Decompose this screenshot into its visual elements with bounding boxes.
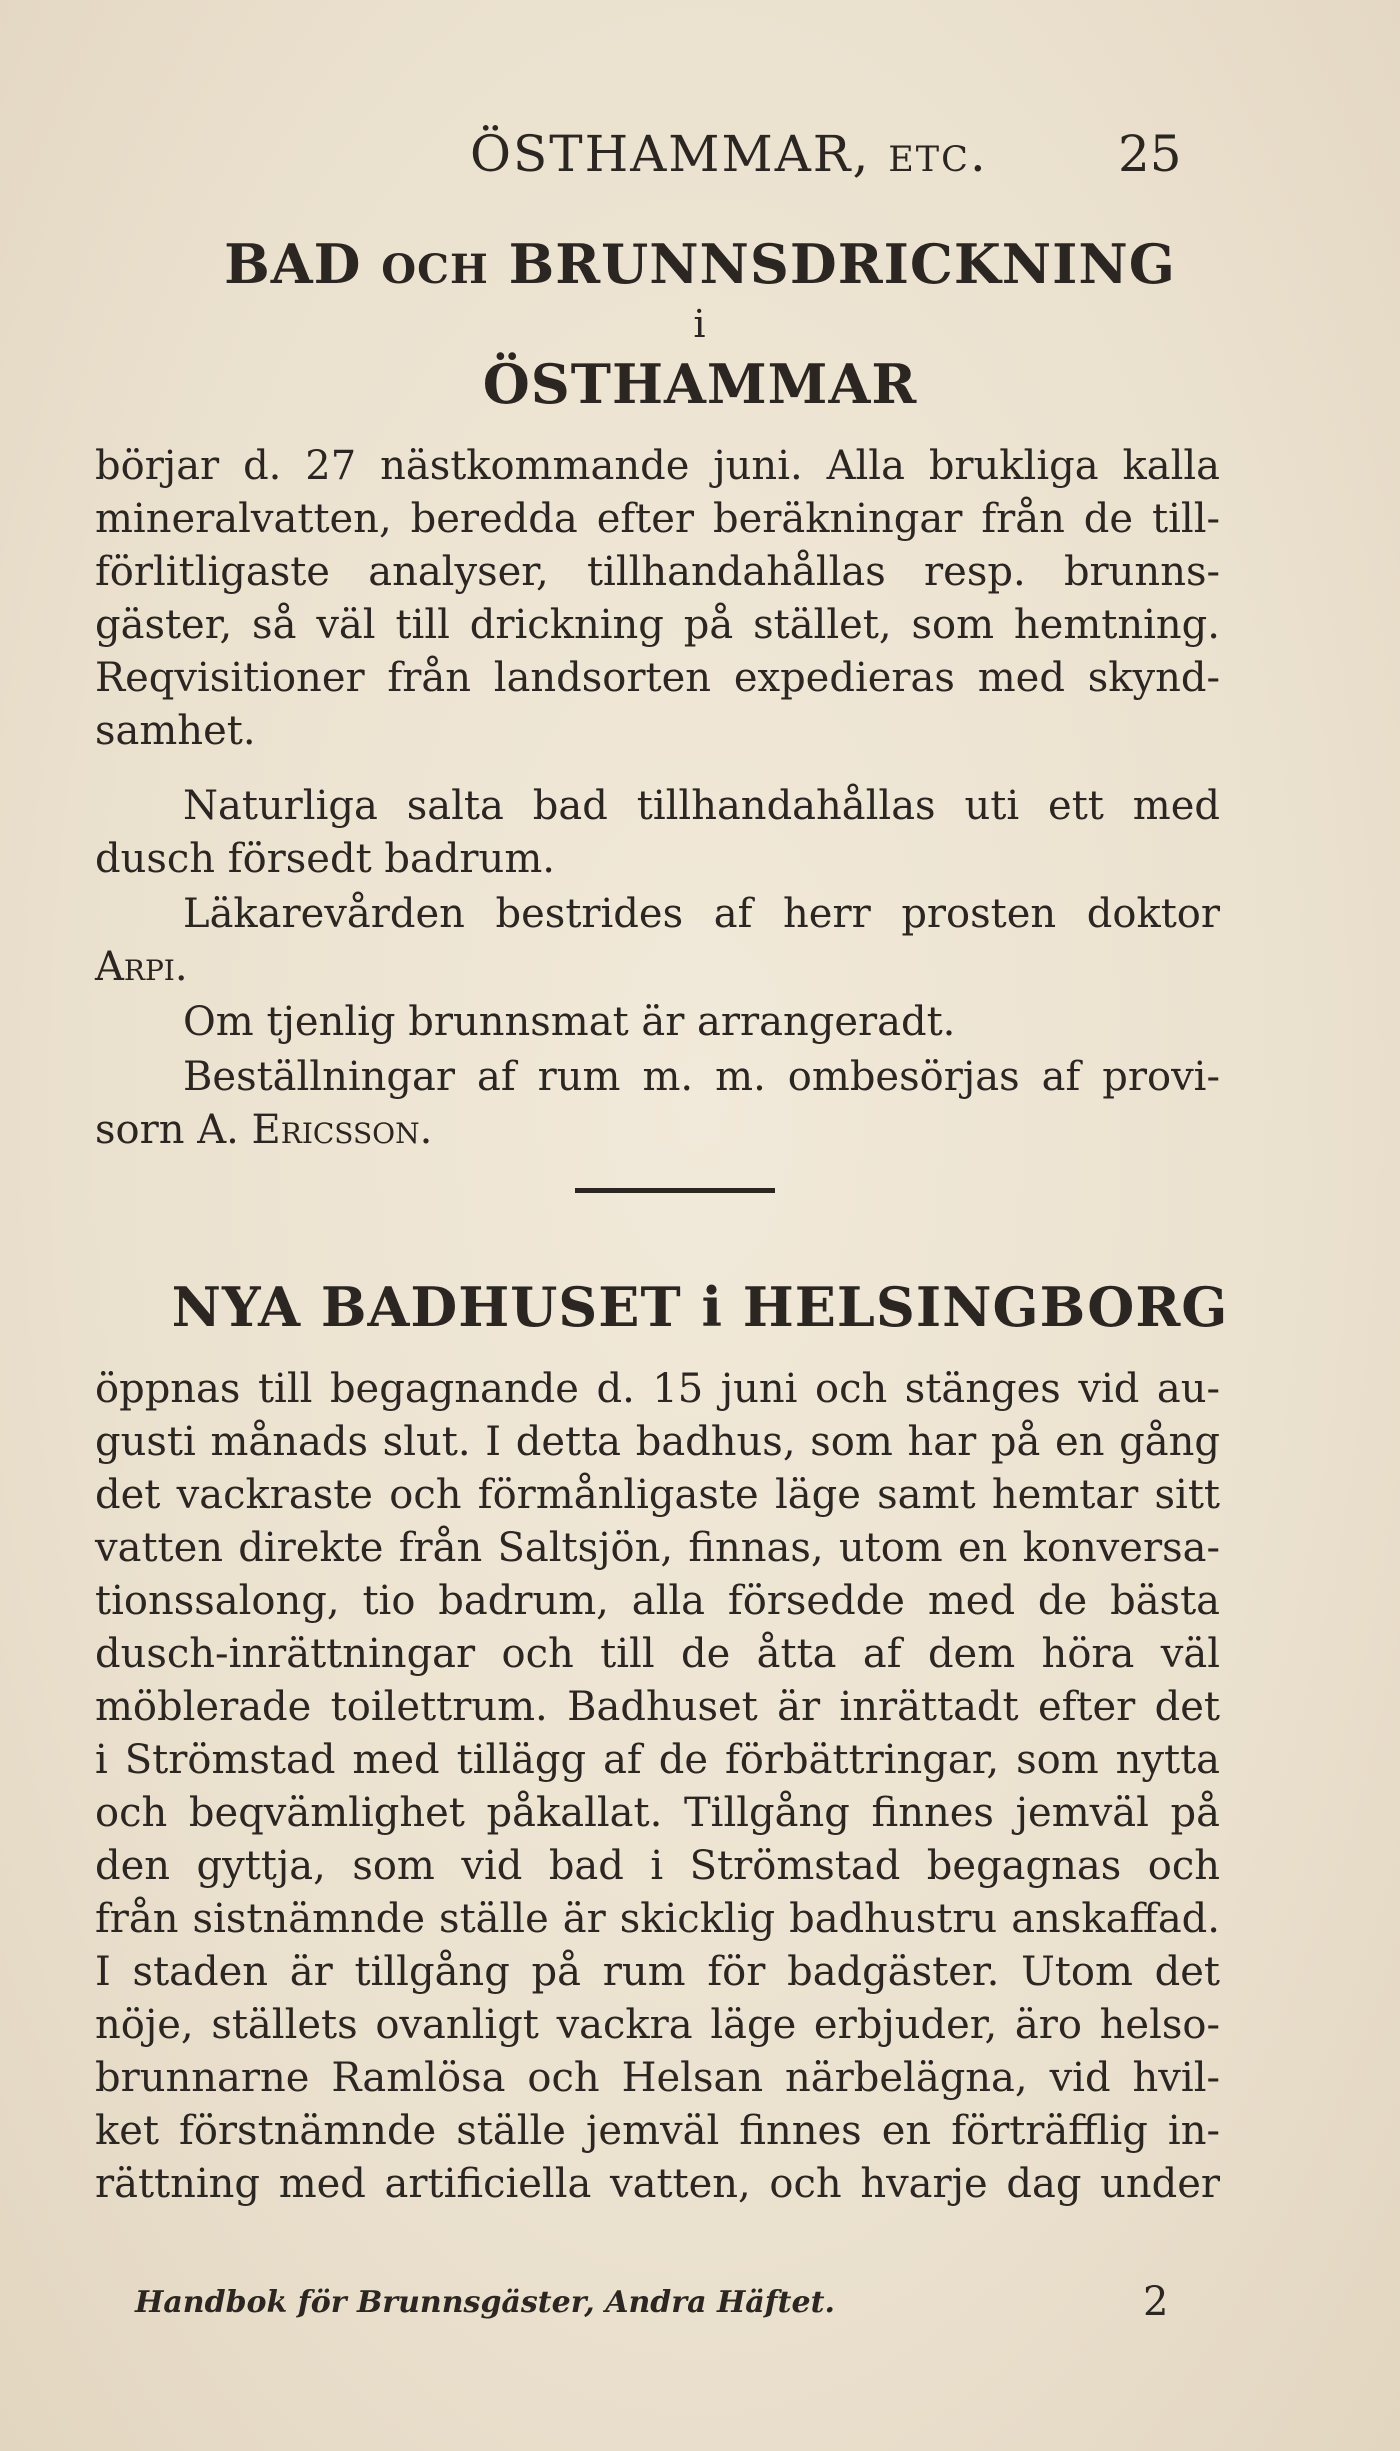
section1-line: Läkarevården bestrides af herr prosten doktor [183,891,1220,937]
section2-line: rättning med artificiella vatten, och hvarje dag under [95,2161,1220,2207]
section2-line: ket förstnämnde ställe jemväl finnes en förträfflig in- [95,2108,1220,2154]
section2-line: I staden är tillgång på rum för badgäster. Utom det [95,1949,1220,1995]
section1-line-best: Beställningar af rum m. m. ombesörjas af provi- [183,1054,1220,1100]
section2-line: och beqvämlighet påkallat. Tillgång finnes jemväl på [95,1790,1220,1836]
section1-line-om: Om tjenlig brunnsmat är arrangeradt. [183,999,956,1045]
section2-line: den gyttja, som vid bad i Strömstad begagnas och [95,1843,1220,1889]
section1-line: mineralvatten, beredda efter beräkningar från de till- [95,496,1220,542]
section1-line: samhet. [95,708,256,754]
section2-line: vatten direkte från Saltsjön, finnas, utom en konversa- [95,1525,1220,1571]
section1-title-line1 [0,232,1400,296]
name-ericsson: Ericsson. [251,1107,433,1153]
section1-title-och: OCH [381,246,489,293]
section2-line: öppnas till begagnande d. 15 juni och stänges vid au- [95,1366,1220,1412]
section1-title-line2: i [693,302,707,346]
running-title: ÖSTHAMMAR, etc. [470,125,988,183]
section1-line: börjar d. 27 nästkommande juni. Alla brukliga kalla [95,443,1220,489]
section1-last-line [95,1102,1220,1158]
name-arpi: Arpi. [95,944,188,990]
section2-line: nöje, ställets ovanligt vackra läge erbjuder, äro helso- [95,2002,1220,2048]
section1-last-prefix: sorn A. [95,1107,252,1153]
page-number: 25 [1118,125,1182,183]
section2-line: möblerade toilettrum. Badhuset är inrättadt efter det [95,1684,1220,1730]
section1-title-brunnsdrickning: BRUNNSDRICKNING [508,232,1176,296]
section1-line: förlitligaste analyser, tillhandahållas resp. brunns- [95,549,1220,595]
section2-line: i Strömstad med tillägg af de förbättringar, som nytta [95,1737,1220,1783]
section2-line: det vackraste och förmånligaste läge samt hemtar sitt [95,1472,1220,1518]
section2-line: brunnarne Ramlösa och Helsan närbelägna, vid hvil- [95,2055,1220,2101]
section1-title-line3: ÖSTHAMMAR [482,352,918,416]
signature-text: Handbok för Brunnsgäster, Andra Häftet. [135,2285,835,2320]
running-head [0,125,1400,185]
section2-line: från sistnämnde ställe är skicklig badhustru anskaffad. [95,1896,1220,1942]
section1-line: gäster, så väl till drickning på stället, som hemtning. [95,602,1220,648]
section1-line: Naturliga salta bad tillhandahållas uti ett med [183,783,1220,829]
section-divider-rule [575,1188,775,1193]
section2-title: NYA BADHUSET i HELSINGBORG [171,1275,1229,1339]
signature-number: 2 [1143,2279,1169,2325]
footer-signature [0,2279,1400,2335]
section1-line: dusch försedt badrum. [95,836,555,882]
section1-line: Reqvisitioner från landsorten expedieras med skynd- [95,655,1220,701]
section1-title-bad: BAD [224,232,362,296]
section2-line: dusch-inrättningar och till de åtta af dem höra väl [95,1631,1220,1677]
section1-arpi [95,939,1220,995]
section2-line: tionssalong, tio badrum, alla försedde med de bästa [95,1578,1220,1624]
section2-line: gusti månads slut. I detta badhus, som har på en gång [95,1419,1220,1465]
